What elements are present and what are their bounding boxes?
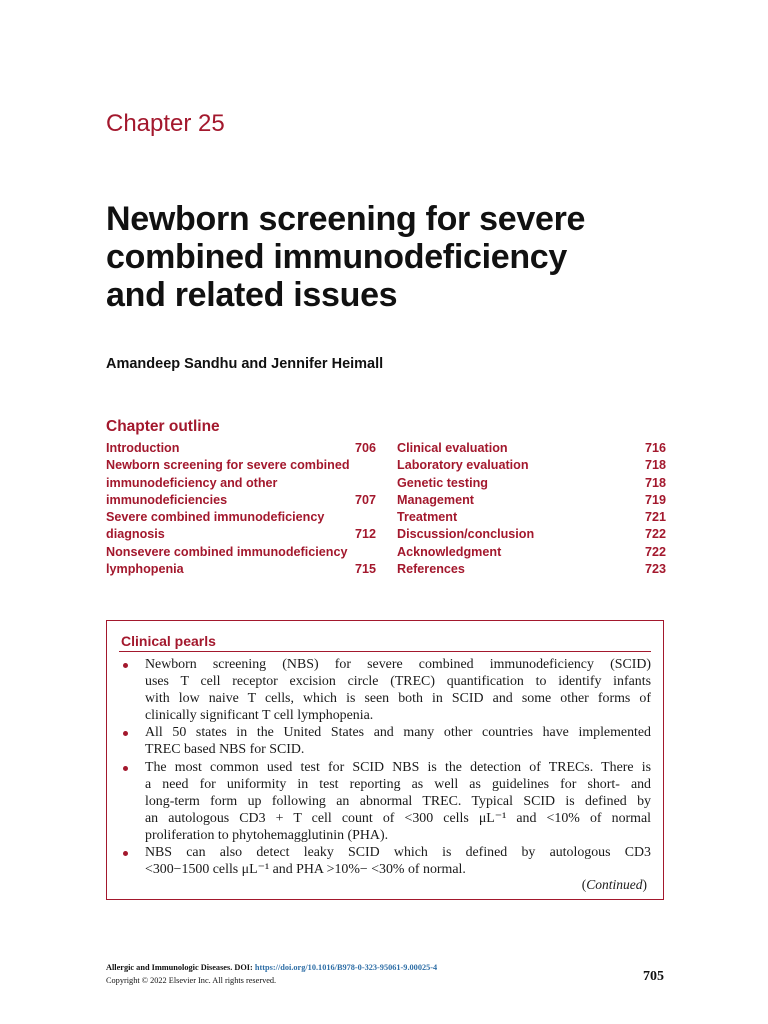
toc-entry-title: References: [397, 562, 465, 577]
footer-citation: [106, 963, 437, 972]
toc-entry-title: Severe combined immunodeficiency: [106, 510, 325, 525]
toc-entry-page: 706: [354, 441, 376, 455]
chapter-title-line: combined immunodeficiency: [106, 238, 568, 276]
pearl-line: NBS can also detect leaky SCID which is defined by autologous CD3: [145, 845, 651, 861]
toc-entry[interactable]: [106, 492, 376, 509]
clinical-pearls-heading: Clinical pearls: [121, 633, 216, 649]
toc-entry[interactable]: [106, 440, 376, 457]
clinical-pearls-list: [121, 656, 651, 878]
outline-heading: Chapter outline: [106, 418, 220, 435]
toc-entry[interactable]: [397, 561, 666, 578]
toc-entry-title: Genetic testing: [397, 475, 488, 490]
toc-entry[interactable]: [397, 440, 666, 457]
toc-entry-page: 715: [354, 562, 376, 577]
clinical-pearls-divider: [119, 651, 651, 652]
toc-entry-title: Nonsevere combined immunodeficiency: [106, 544, 348, 559]
pearl-line: an autologous CD3 + T cell count of <300 cells μL⁻¹ and <10% of normal: [145, 810, 651, 826]
pearl-line: long-term form up following an abnormal TREC. Typical SCID is defined by: [145, 793, 651, 809]
pearl-line: with low naive T cells, which is seen both in SCID and some other forms of: [145, 691, 651, 707]
toc-entry-title: diagnosis: [106, 527, 165, 542]
toc-entry[interactable]: [106, 475, 376, 492]
toc-entry-page: 723: [644, 562, 666, 577]
bullet-icon: [123, 766, 128, 771]
toc-entry[interactable]: [106, 457, 376, 474]
doi-link[interactable]: https://doi.org/10.1016/B978-0-323-95061-9.00025-4: [254, 963, 438, 972]
toc-entry[interactable]: [397, 509, 666, 526]
pearl-line: The most common used test for SCID NBS is the detection of TRECs. There is: [145, 759, 651, 775]
continued-note: (Continued): [581, 877, 647, 892]
clinical-pearl-item: [121, 656, 651, 724]
toc-entry[interactable]: [106, 561, 376, 578]
pearl-line: proliferation to phytohemagglutinin (PHA).: [145, 827, 389, 843]
toc-entry[interactable]: [397, 457, 666, 474]
journal-name: Allergic and Immunologic Diseases. DOI:: [106, 963, 255, 972]
toc-entry-title: Discussion/conclusion: [397, 527, 535, 542]
chapter-label: Chapter 25: [106, 110, 225, 137]
toc-entry[interactable]: [397, 544, 666, 561]
toc-entry-title: Management: [397, 492, 474, 507]
toc-entry-title: Newborn screening for severe combined: [106, 458, 350, 473]
chapter-title-line: Newborn screening for severe: [106, 200, 586, 238]
chapter-authors: Amandeep Sandhu and Jennifer Heimall: [106, 356, 384, 372]
toc-entry-title: immunodeficiencies: [106, 492, 228, 507]
bullet-icon: [123, 731, 128, 736]
toc-entry-title: Laboratory evaluation: [397, 458, 529, 473]
toc-entry-title: lymphopenia: [106, 562, 184, 577]
toc-entry-page: 718: [644, 458, 666, 473]
outline-column-right: [397, 440, 666, 578]
toc-entry[interactable]: [106, 544, 376, 561]
toc-entry[interactable]: [106, 526, 376, 543]
toc-entry-title: immunodeficiency and other: [106, 475, 278, 490]
pearl-line: All 50 states in the United States and many other countries have implemented: [145, 725, 651, 741]
bullet-icon: [123, 851, 128, 856]
toc-entry-page: 707: [354, 492, 376, 507]
toc-entry-page: 719: [644, 492, 666, 507]
page-number: 705: [643, 969, 664, 984]
clinical-pearls-box: [106, 620, 664, 900]
clinical-pearl-item: [121, 724, 651, 758]
bullet-icon: [123, 663, 128, 668]
pearl-line: <300−1500 cells μL⁻¹ and PHA >10%− <30% of normal.: [145, 862, 466, 878]
toc-entry-title: Clinical evaluation: [397, 441, 508, 455]
pearl-line: Newborn screening (NBS) for severe combined immunodeficiency (SCID): [145, 657, 651, 672]
toc-entry-page: 722: [644, 527, 666, 542]
clinical-pearl-item: [121, 759, 651, 844]
toc-entry-page: 721: [644, 510, 666, 525]
toc-entry[interactable]: [397, 492, 666, 509]
toc-entry[interactable]: [397, 526, 666, 543]
clinical-pearl-item: [121, 844, 651, 878]
toc-entry[interactable]: [397, 475, 666, 492]
toc-entry-title: Introduction: [106, 441, 180, 455]
copyright-notice: Copyright © 2022 Elsevier Inc. All rights reserved.: [106, 976, 277, 985]
pearl-line: TREC based NBS for SCID.: [145, 742, 305, 758]
pearl-line: clinically significant T cell lymphopenia.: [145, 708, 374, 724]
toc-entry-page: 722: [644, 544, 666, 559]
toc-entry[interactable]: [106, 509, 376, 526]
toc-entry-title: Treatment: [397, 510, 458, 525]
toc-entry-page: 712: [354, 527, 376, 542]
outline-column-left: [106, 440, 376, 578]
toc-entry-title: Acknowledgment: [397, 544, 502, 559]
chapter-title-line: and related issues: [106, 276, 398, 314]
toc-entry-page: 716: [644, 441, 666, 455]
toc-entry-page: 718: [644, 475, 666, 490]
pearl-line: uses T cell receptor excision circle (TREC) quantification to identify infants: [145, 674, 651, 690]
chapter-title: [106, 200, 706, 314]
continued-label: Continued: [586, 877, 643, 892]
pearl-line: a need for uniformity in test reporting as well as guidelines for short- and: [145, 776, 651, 792]
